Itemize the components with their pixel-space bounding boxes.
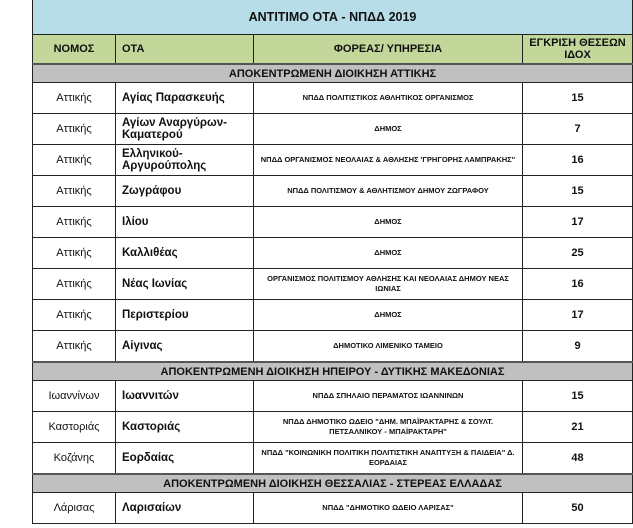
table-row (33, 238, 633, 269)
ota-cell: Καστοριάς (116, 412, 254, 443)
table-title: ΑΝΤΙΤΙΜΟ ΟΤΑ - ΝΠΔΔ 2019 (33, 0, 633, 35)
table-row (33, 207, 633, 238)
table-row (33, 443, 633, 475)
positions-cell: 17 (523, 300, 633, 331)
header-nomos: ΝΟΜΟΣ (33, 35, 116, 65)
foreas-cell: ΝΠΔΔ "ΔΗΜΟΤΙΚΟ ΩΔΕΙΟ ΛΑΡΙΣΑΣ" (254, 493, 523, 524)
positions-cell: 9 (523, 331, 633, 363)
table-row (33, 83, 633, 114)
positions-cell: 48 (523, 443, 633, 475)
nomos-cell: Αττικής (33, 114, 116, 145)
nomos-cell: Ιωαννίνων (33, 381, 116, 412)
nomos-cell: Αττικής (33, 207, 116, 238)
header-egkrisi: ΕΓΚΡΙΣΗ ΘΕΣΕΩΝ ΙΔΟΧ (523, 35, 633, 65)
ota-cell: Περιστερίου (116, 300, 254, 331)
section-label: ΑΠΟΚΕΝΤΡΩΜΕΝΗ ΔΙΟΙΚΗΣΗ ΑΤΤΙΚΗΣ (33, 64, 633, 83)
section-label: ΑΠΟΚΕΝΤΡΩΜΕΝΗ ΔΙΟΙΚΗΣΗ ΗΠΕΙΡΟΥ - ΔΥΤΙΚΗΣ ΜΑΚΕΔΟΝΙΑΣ (33, 362, 633, 381)
table-row (33, 145, 633, 176)
nomos-cell: Κοζάνης (33, 443, 116, 475)
foreas-cell: ΝΠΔΔ ΔΗΜΟΤΙΚΟ ΩΔΕΙΟ "ΔΗΜ. ΜΠΑΪΡΑΚΤΑΡΗΣ & ΣΟΥΛΤ. ΠΕΤΣΑΛΝΙΚΟΥ - ΜΠΑΪΡΑΚΤΑΡΗ" (254, 412, 523, 443)
table-row (33, 176, 633, 207)
foreas-cell: ΔΗΜΟΤΙΚΟ ΛΙΜΕΝΙΚΟ ΤΑΜΕΙΟ (254, 331, 523, 363)
nomos-cell: Αττικής (33, 145, 116, 176)
positions-cell: 15 (523, 176, 633, 207)
ota-cell: Ελληνικού-Αργυρούπολης (116, 145, 254, 176)
foreas-cell: ΟΡΓΑΝΙΣΜΟΣ ΠΟΛΙΤΙΣΜΟΥ ΑΘΛΗΣΗΣ ΚΑΙ ΝΕΟΛΑΙΑΣ ΔΗΜΟΥ ΝΕΑΣ ΙΩΝΙΑΣ (254, 269, 523, 300)
positions-cell: 17 (523, 207, 633, 238)
foreas-cell: ΔΗΜΟΣ (254, 114, 523, 145)
foreas-cell: ΔΗΜΟΣ (254, 300, 523, 331)
nomos-cell: Αττικής (33, 238, 116, 269)
ota-cell: Ζωγράφου (116, 176, 254, 207)
nomos-cell: Αττικής (33, 176, 116, 207)
positions-cell: 15 (523, 83, 633, 114)
foreas-cell: ΝΠΔΔ ΠΟΛΙΤΙΣΜΟΥ & ΑΘΛΗΤΙΣΜΟΥ ΔΗΜΟΥ ΖΩΓΡΑΦΟΥ (254, 176, 523, 207)
nomos-cell: Αττικής (33, 300, 116, 331)
ota-cell: Αίγινας (116, 331, 254, 363)
foreas-cell: ΔΗΜΟΣ (254, 238, 523, 269)
table-row (33, 493, 633, 524)
ota-npdd-table (32, 0, 633, 524)
positions-cell: 15 (523, 381, 633, 412)
header-row (33, 35, 633, 65)
positions-cell: 7 (523, 114, 633, 145)
ota-cell: Λαρισαίων (116, 493, 254, 524)
ota-cell: Ιωαννιτών (116, 381, 254, 412)
positions-cell: 25 (523, 238, 633, 269)
ota-cell: Ιλίου (116, 207, 254, 238)
section-row (33, 474, 633, 493)
ota-cell: Εορδαίας (116, 443, 254, 475)
table-row (33, 381, 633, 412)
foreas-cell: ΝΠΔΔ "ΚΟΙΝΩΝΙΚΗ ΠΟΛΙΤΙΚΗ ΠΟΛΙΤΙΣΤΙΚΗ ΑΝΑΠΤΥΞΗ & ΠΑΙΔΕΙΑ" Δ. ΕΟΡΔΑΙΑΣ (254, 443, 523, 475)
ota-cell: Καλλιθέας (116, 238, 254, 269)
table-title-row (33, 0, 633, 35)
nomos-cell: Αττικής (33, 83, 116, 114)
nomos-cell: Καστοριάς (33, 412, 116, 443)
positions-cell: 21 (523, 412, 633, 443)
table-row (33, 114, 633, 145)
ota-cell: Αγίας Παρασκευής (116, 83, 254, 114)
foreas-cell: ΔΗΜΟΣ (254, 207, 523, 238)
positions-cell: 16 (523, 269, 633, 300)
nomos-cell: Λάρισας (33, 493, 116, 524)
positions-cell: 16 (523, 145, 633, 176)
section-label: ΑΠΟΚΕΝΤΡΩΜΕΝΗ ΔΙΟΙΚΗΣΗ ΘΕΣΣΑΛΙΑΣ - ΣΤΕΡΕΑΣ ΕΛΛΑΔΑΣ (33, 474, 633, 493)
section-row (33, 64, 633, 83)
table-row (33, 269, 633, 300)
ota-cell: Νέας Ιωνίας (116, 269, 254, 300)
section-row (33, 362, 633, 381)
nomos-cell: Αττικής (33, 331, 116, 363)
foreas-cell: ΝΠΔΔ ΠΟΛΙΤΙΣΤΙΚΟΣ ΑΘΛΗΤΙΚΟΣ ΟΡΓΑΝΙΣΜΟΣ (254, 83, 523, 114)
nomos-cell: Αττικής (33, 269, 116, 300)
ota-cell: Αγίων Αναργύρων-Καματερού (116, 114, 254, 145)
positions-cell: 50 (523, 493, 633, 524)
header-foreas: ΦΟΡΕΑΣ/ ΥΠΗΡΕΣΙΑ (254, 35, 523, 65)
foreas-cell: ΝΠΔΔ ΟΡΓΑΝΙΣΜΟΣ ΝΕΟΛΑΙΑΣ & ΑΘΛΗΣΗΣ 'ΓΡΗΓΟΡΗΣ ΛΑΜΠΡΑΚΗΣ" (254, 145, 523, 176)
table-row (33, 300, 633, 331)
foreas-cell: ΝΠΔΔ ΣΠΗΛΑΙΟ ΠΕΡΑΜΑΤΟΣ ΙΩΑΝΝΙΝΩΝ (254, 381, 523, 412)
table-row (33, 412, 633, 443)
header-ota: ΟΤΑ (116, 35, 254, 65)
table-row (33, 331, 633, 363)
